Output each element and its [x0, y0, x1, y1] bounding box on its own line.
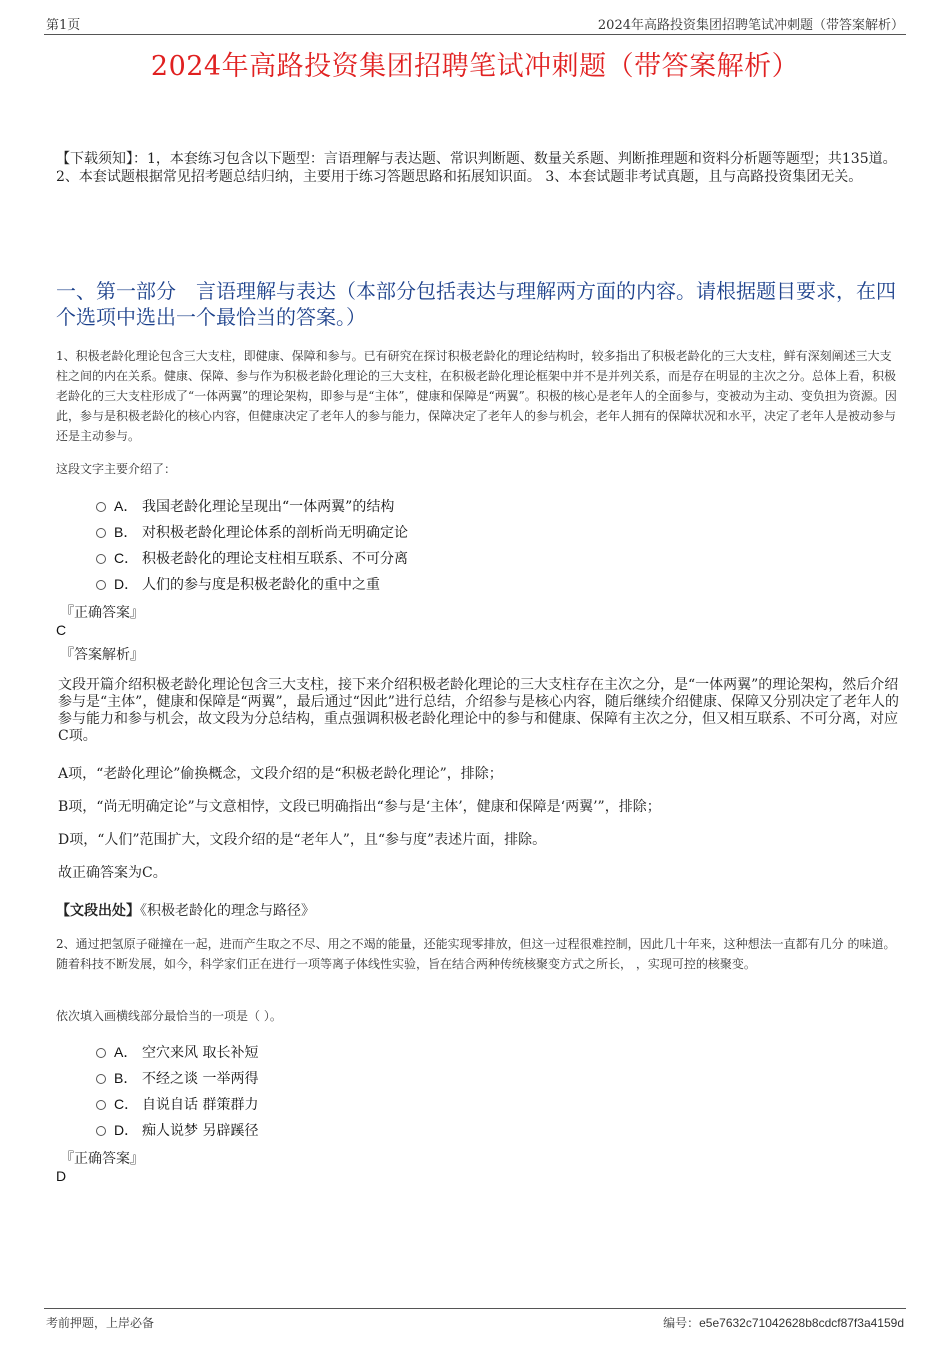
question-1-option-c[interactable]: C． 积极老龄化的理论支柱相互联系、不可分离 — [96, 548, 408, 568]
question-1-explanation-conclusion: 故正确答案为C。 — [58, 865, 167, 881]
header-doc-title: 2024年高路投资集团招聘笔试冲刺题（带答案解析） — [597, 18, 904, 33]
question-1-option-a[interactable]: A． 我国老龄化理论呈现出“一体两翼”的结构 — [96, 496, 394, 516]
question-1-explanation-a: A项，“老龄化理论”偷换概念，文段介绍的是“积极老龄化理论”，排除； — [58, 766, 503, 782]
radio-icon[interactable] — [96, 502, 106, 512]
question-2-answer: D — [56, 1168, 67, 1184]
radio-icon[interactable] — [96, 1100, 106, 1110]
radio-icon[interactable] — [96, 554, 106, 564]
radio-icon[interactable] — [96, 528, 106, 538]
question-2-prompt: 依次填入画横线部分最恰当的一项是（ ）。 — [56, 1009, 282, 1023]
source-title: 《积极老龄化的理念与路径》 — [140, 903, 315, 919]
download-notice: 【下载须知】：1，本套练习包含以下题型：言语理解与表达题、常识判断题、数量关系题、判断推理题和资料分析题等题型；共135道。 2、本套试题根据常见招考题总结归纳，主要用于练习答题思路和拓展知识面。 3、本套试题非考试真题，且与高路投资集团无关。 — [56, 151, 897, 185]
radio-icon[interactable] — [96, 1074, 106, 1084]
question-1-answer: C — [56, 622, 67, 638]
radio-icon[interactable] — [96, 580, 106, 590]
header-divider — [44, 34, 906, 35]
footer-divider — [44, 1308, 906, 1309]
section-heading: 一、第一部分 言语理解与表达（本部分包括表达与理解两方面的内容。请根据题目要求，在四个选项中选出一个最恰当的答案。） — [56, 279, 896, 329]
radio-icon[interactable] — [96, 1048, 106, 1058]
radio-icon[interactable] — [96, 1126, 106, 1136]
footer-id — [663, 1314, 904, 1331]
page-title: 2024年高路投资集团招聘笔试冲刺题（带答案解析） — [150, 51, 800, 82]
question-1-explanation-main: 文段开篇介绍积极老龄化理论包含三大支柱，接下来介绍积极老龄化理论的三大支柱存在主次之分，是“一体两翼”的理论架构，然后介绍参与是“主体”，健康和保障是“两翼”，最后通过“因此”进行总结，介绍参与是核心内容，随后继续介绍健康、保障又分别决定了老年人的参与能力和参与机会，故文段为分总结构，重点强调积极老龄化理论中的参与和健康、保障有主次之分，但又相互联系、不可分离，对应C项。 — [58, 677, 899, 744]
question-2-option-d[interactable]: D． 痴人说梦 另辟蹊径 — [96, 1120, 258, 1140]
question-2-passage: 2、通过把氢原子碰撞在一起，进而产生取之不尽、用之不竭的能量，还能实现零排放，但这一过程很难控制，因此几十年来，这种想法一直都有几分 的味道。随着科技不断发展，如今，科学家们正在进行一项等离子体线性实验，旨在结合两种传统核聚变方式之所长， ，实现可控的核聚变。 — [56, 937, 896, 971]
question-1-explanation-d: D项，“人们”范围扩大，文段介绍的是“老年人”，且“参与度”表述片面，排除。 — [58, 832, 547, 848]
question-1-passage: 1、积极老龄化理论包含三大支柱，即健康、保障和参与。已有研究在探讨积极老龄化的理论结构时，较多指出了积极老龄化的三大支柱，鲜有深刻阐述三大支柱之间的内在关系。健康、保障、参与作为积极老龄化理论的三大支柱，在积极老龄化理论框架中并不是并列关系，而是存在明显的主次之分。总体上看，积极老龄化的三大支柱形成了“一体两翼”的理论架构，即参与是“主体”，健康和保障是“两翼”。积极的核心是老年人的全面参与，变被动为主动、变负担为资源。因此，参与是积极老龄化的核心内容，但健康决定了老年人的参与能力，保障决定了老年人的参与机会，老年人拥有的保障状况和水平，决定了老年人是被动参与还是主动参与。 — [56, 349, 897, 443]
question-2-option-c[interactable]: C． 自说自话 群策群力 — [96, 1094, 258, 1114]
question-2-answer-tag: 『正确答案』 — [60, 1151, 144, 1167]
source-tag: 【文段出处】 — [56, 903, 140, 919]
question-1-answer-tag: 『正确答案』 — [60, 605, 144, 621]
footer-id-code: e5e7632c71042628b8cdcf87f3a4159d — [699, 1316, 904, 1330]
question-1-explain-tag: 『答案解析』 — [60, 647, 144, 663]
question-2-option-a[interactable]: A． 空穴来风 取长补短 — [96, 1042, 258, 1062]
footer-slogan: 考前押题，上岸必备 — [46, 1316, 155, 1330]
question-1-source — [56, 900, 315, 920]
question-1-option-d[interactable]: D． 人们的参与度是积极老龄化的重中之重 — [96, 574, 380, 594]
question-1-explanation-b: B项，“尚无明确定论”与文意相悖，文段已明确指出“参与是‘主体’，健康和保障是‘两翼’”，排除； — [58, 799, 661, 815]
question-1-option-b[interactable]: B． 对积极老龄化理论体系的剖析尚无明确定论 — [96, 522, 408, 542]
question-1-prompt: 这段文字主要介绍了： — [56, 462, 177, 476]
footer-id-label: 编号： — [663, 1316, 700, 1330]
page-number: 第1页 — [46, 18, 81, 33]
question-2-option-b[interactable]: B． 不经之谈 一举两得 — [96, 1068, 258, 1088]
